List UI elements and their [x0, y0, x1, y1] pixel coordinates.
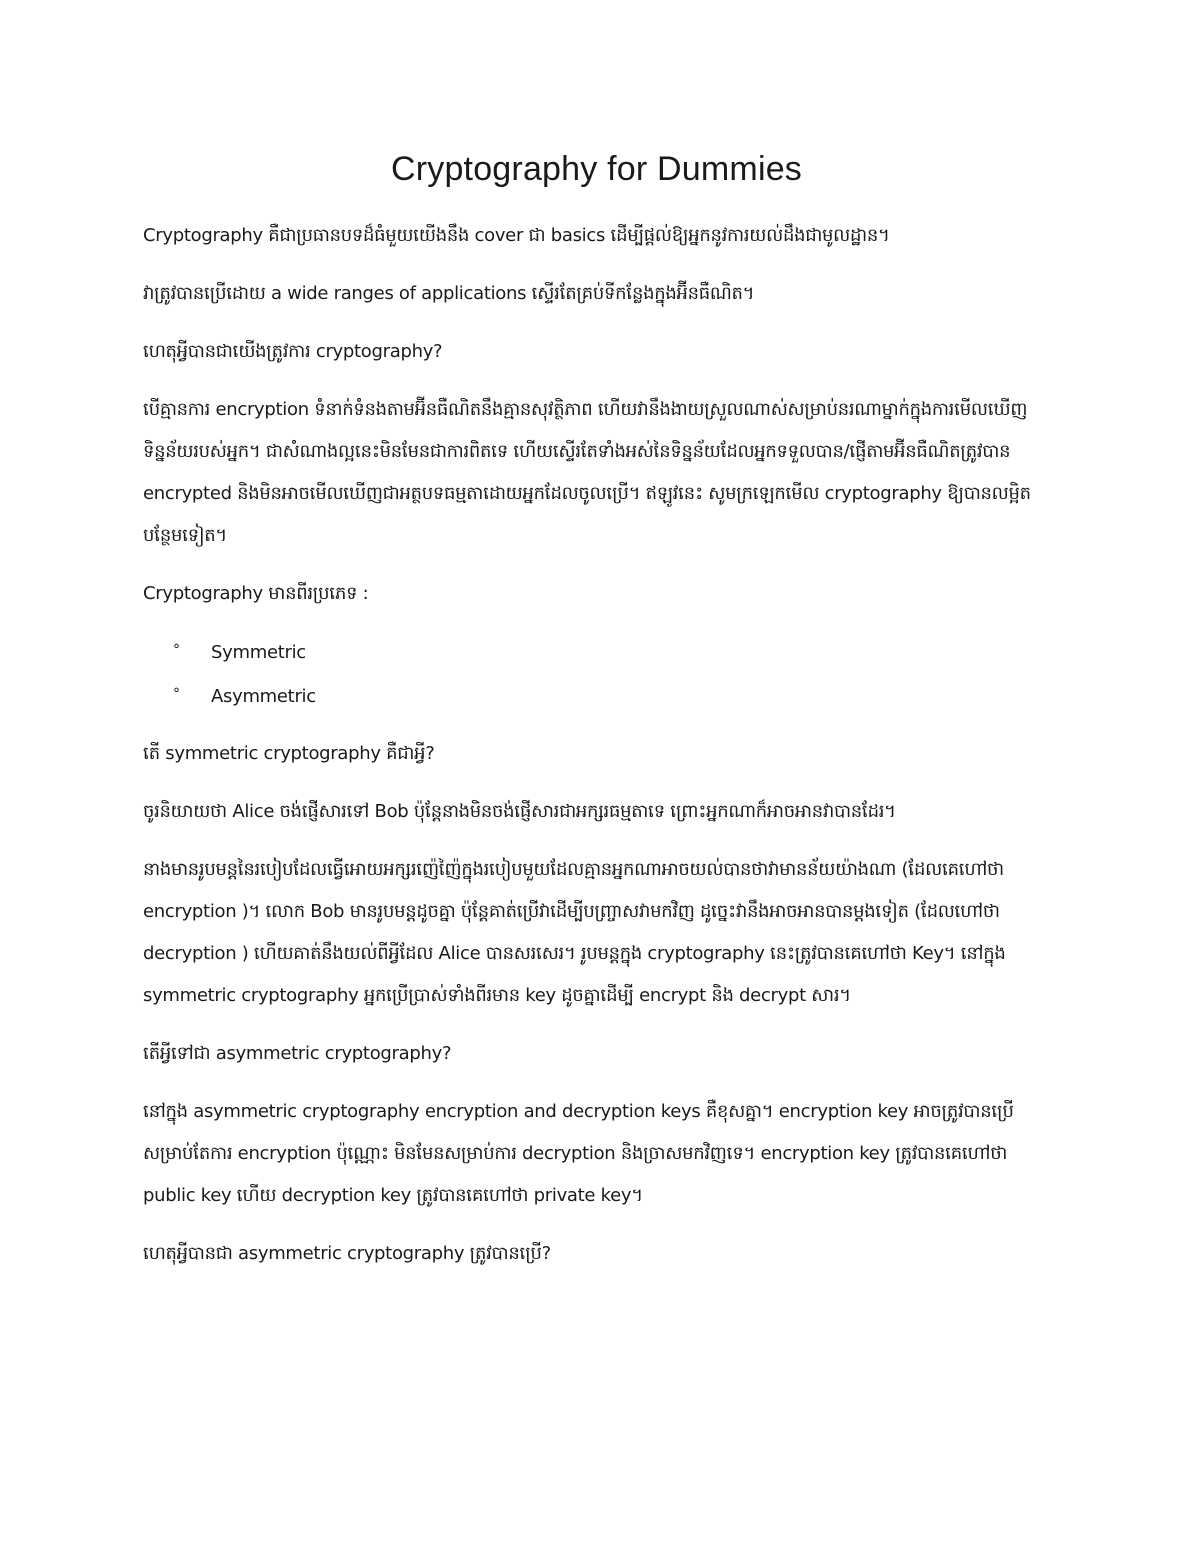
paragraph-intro: Cryptography គឺជាប្រធានបទដ៏ធំមួយយើងនឹង cover ជា basics ដើម្បីផ្តល់ឱ្យអ្នកនូវការយល់ដឹងជាមូលដ្ឋាន។ [143, 225, 890, 246]
list-item-label: Asymmetric [211, 686, 316, 707]
paragraph-usage: វាត្រូវបានប្រើដោយ a wide ranges of applications ស្ទើរតែគ្រប់ទីកន្លែងក្នុងអ៊ីនធឺណិត។ [143, 283, 755, 304]
types-list [143, 631, 1050, 719]
paragraph-types: Cryptography មានពីរប្រភេទ : [143, 583, 369, 604]
document-title: Cryptography for Dummies [390, 150, 803, 188]
bullet-marker: ° [173, 642, 180, 658]
list-item [143, 675, 1050, 719]
paragraph-key-explanation: នាងមានរូបមន្តនៃរបៀបដែលធ្វើអោយអក្សរញ៉េញ៉ៃក្នុងរបៀបមួយដែលគ្មានអ្នកណាអាចយល់បានថាវាមានន័យយ៉ាងណា (ដែលគេហៅថា encryption )។ លោក Bob មានរូបមន្តដូចគ្នា ប៉ុន្តែគាត់ប្រើវាដើម្បីបញ្ច្រាសវាមកវិញ ដូច្នេះវានឹងអាចអានបានម្តងទៀត (ដែលហៅថា decryption ) ហើយគាត់នឹងយល់ពីអ្វីដែល Alice បានសរសេរ។ រូបមន្តក្នុង cryptography នេះត្រូវបានគេហៅថា Key។ នៅក្នុង symmetric cryptography អ្នកប្រើប្រាស់ទាំងពីរមាន key ដូចគ្នាដើម្បី encrypt និង decrypt សារ។ [143, 859, 1006, 1006]
bullet-marker: ° [173, 686, 180, 702]
paragraph-alice-bob: ចូរនិយាយថា Alice ចង់ផ្ញើសារទៅ Bob ប៉ុន្តែនាងមិនចង់ផ្ញើសារជាអក្សរធម្មតាទេ ព្រោះអ្នកណាក៏អាចអានវាបានដែរ។ [143, 801, 896, 822]
section-heading-asymmetric-why: ហេតុអ្វីបានជា asymmetric cryptography ត្រូវបានប្រើ? [143, 1243, 551, 1264]
list-item-label: Symmetric [211, 642, 306, 663]
section-heading-why: ហេតុអ្វីបានជាយើងត្រូវការ cryptography? [143, 341, 443, 362]
list-item [143, 631, 1050, 675]
section-heading-symmetric: តើ symmetric cryptography គឺជាអ្វី? [143, 743, 435, 764]
section-heading-asymmetric: តើអ្វីទៅជា asymmetric cryptography? [143, 1043, 452, 1064]
paragraph-why-encryption: បើគ្មានការ encryption ទំនាក់ទំនងតាមអ៊ីនធឺណិតនឹងគ្មានសុវត្ថិភាព ហើយវានឹងងាយស្រួលណាស់សម្រាប់នរណាម្នាក់ក្នុងការមើលឃើញទិន្នន័យរបស់អ្នក។ ជាសំណាងល្អនេះមិនមែនជាការពិតទេ ហើយស្ទើរតែទាំងអស់នៃទិន្នន័យដែលអ្នកទទួលបាន/ផ្ញើតាមអ៊ីនធឺណិតត្រូវបាន encrypted និងមិនអាចមើលឃើញជាអត្ថបទធម្មតាដោយអ្នកដែលចូលប្រើ។ ឥឡូវនេះ សូមក្រឡេកមើល cryptography ឱ្យបានលម្អិតបន្ថែមទៀត។ [143, 399, 1031, 546]
paragraph-asymmetric-keys: នៅក្នុង asymmetric cryptography encryption and decryption keys គឺខុសគ្នា។ encryption key អាចត្រូវបានប្រើសម្រាប់តែការ encryption ប៉ុណ្ណោះ មិនមែនសម្រាប់ការ decryption និងច្រាសមកវិញទេ។ encryption key ត្រូវបានគេហៅថា public key ហើយ decryption key ត្រូវបានគេហៅថា private key។ [143, 1101, 1014, 1206]
